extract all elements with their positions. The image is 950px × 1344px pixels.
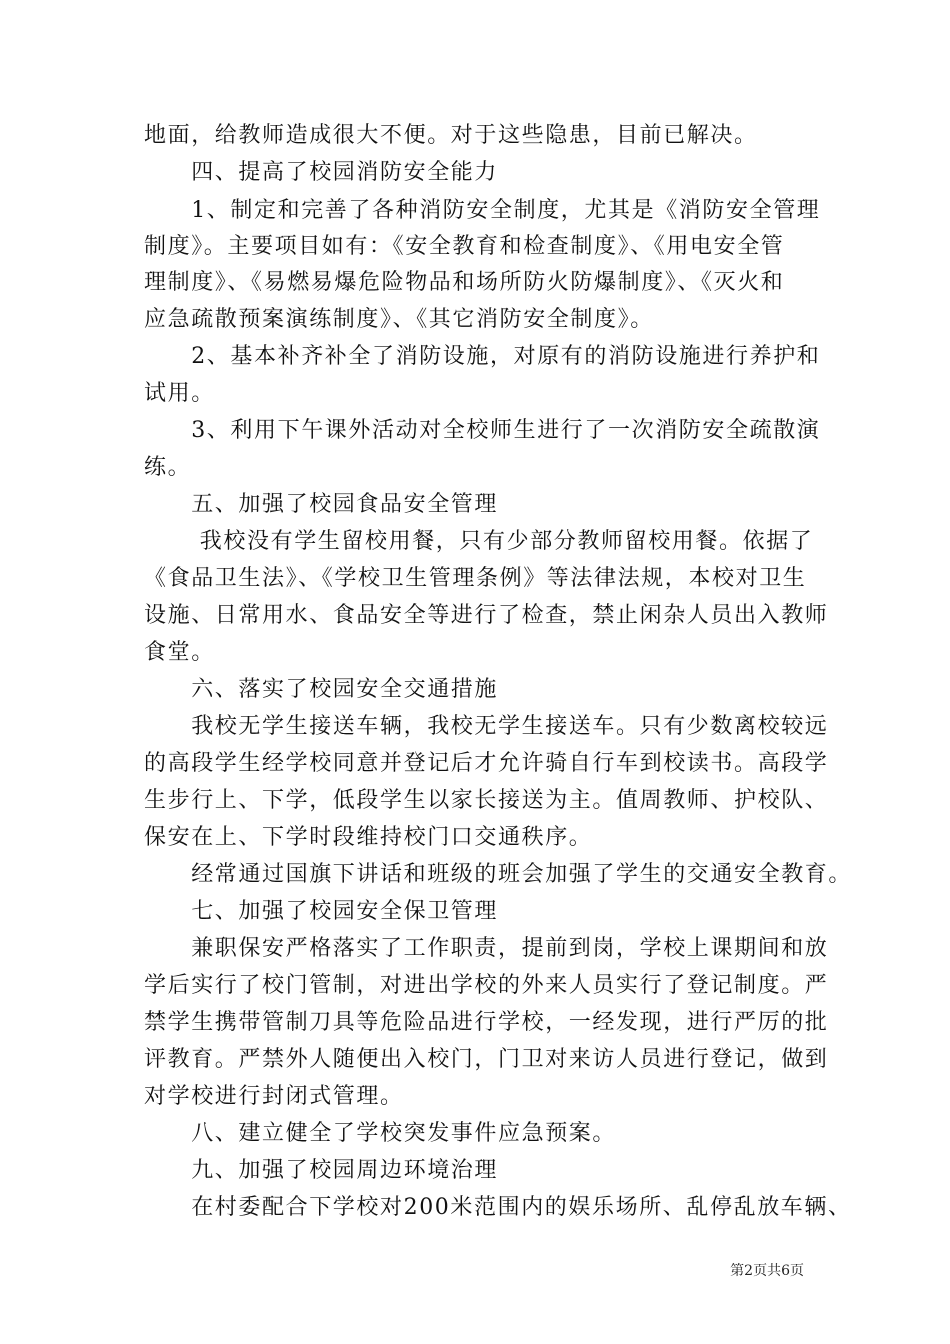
section-heading: 七、加强了校园安全保卫管理 xyxy=(144,899,499,924)
body-line: 经常通过国旗下讲话和班级的班会加强了学生的交通安全教育。 xyxy=(144,862,853,887)
body-line: 1、制定和完善了各种消防安全制度，尤其是《消防安全管理 xyxy=(144,198,821,223)
section-heading: 九、加强了校园周边环境治理 xyxy=(144,1158,499,1183)
body-line: 设施、日常用水、食品安全等进行了检查，禁止闲杂人员出入教师 xyxy=(144,603,829,628)
body-line: 禁学生携带管制刀具等危险品进行学校，一经发现，进行严厉的批 xyxy=(144,1010,829,1035)
body-line: 应急疏散预案演练制度》、《其它消防安全制度》。 xyxy=(144,307,654,332)
body-line: 理制度》、《易燃易爆危险物品和场所防火防爆制度》、《灭火和 xyxy=(144,270,785,295)
section-heading: 五、加强了校园食品安全管理 xyxy=(144,492,499,517)
body-line: 我校无学生接送车辆，我校无学生接送车。只有少数离校较远 xyxy=(144,714,829,739)
body-line: 评教育。严禁外人随便出入校门，门卫对来访人员进行登记，做到 xyxy=(144,1047,829,1072)
body-line: 我校没有学生留校用餐，只有少部分教师留校用餐。依据了 xyxy=(144,529,814,554)
body-line: 学后实行了校门管制，对进出学校的外来人员实行了登记制度。严 xyxy=(144,973,829,998)
body-line: 兼职保安严格落实了工作职责，提前到岗，学校上课期间和放 xyxy=(144,936,829,961)
body-line: 的高段学生经学校同意并登记后才允许骑自行车到校读书。高段学 xyxy=(144,751,829,776)
body-line: 食堂。 xyxy=(144,640,215,665)
body-line: 在村委配合下学校对200米范围内的娱乐场所、乱停乱放车辆、 xyxy=(144,1195,852,1220)
body-line: 保安在上、下学时段维持校门口交通秩序。 xyxy=(144,825,593,850)
body-line: 2、基本补齐补全了消防设施，对原有的消防设施进行养护和 xyxy=(144,344,821,369)
body-line: 3、利用下午课外活动对全校师生进行了一次消防安全疏散演 xyxy=(144,418,821,443)
section-heading: 六、落实了校园安全交通措施 xyxy=(144,677,499,702)
body-line: 生步行上、下学，低段学生以家长接送为主。值周教师、护校队、 xyxy=(144,788,829,813)
body-line: 对学校进行封闭式管理。 xyxy=(144,1084,404,1109)
section-heading: 四、提高了校园消防安全能力 xyxy=(144,160,499,185)
body-line: 制度》。主要项目如有：《安全教育和检查制度》、《用电安全管 xyxy=(144,234,785,259)
body-line: 地面，给教师造成很大不便。对于这些隐患，目前已解决。 xyxy=(144,123,758,148)
body-line: 《食品卫生法》、《学校卫生管理条例》等法律法规，本校对卫生 xyxy=(144,566,807,591)
body-line: 试用。 xyxy=(144,381,215,406)
section-heading: 八、建立健全了学校突发事件应急预案。 xyxy=(144,1121,617,1146)
body-line: 练。 xyxy=(144,455,192,480)
page-number-footer: 第2页共6页 xyxy=(730,1263,804,1279)
